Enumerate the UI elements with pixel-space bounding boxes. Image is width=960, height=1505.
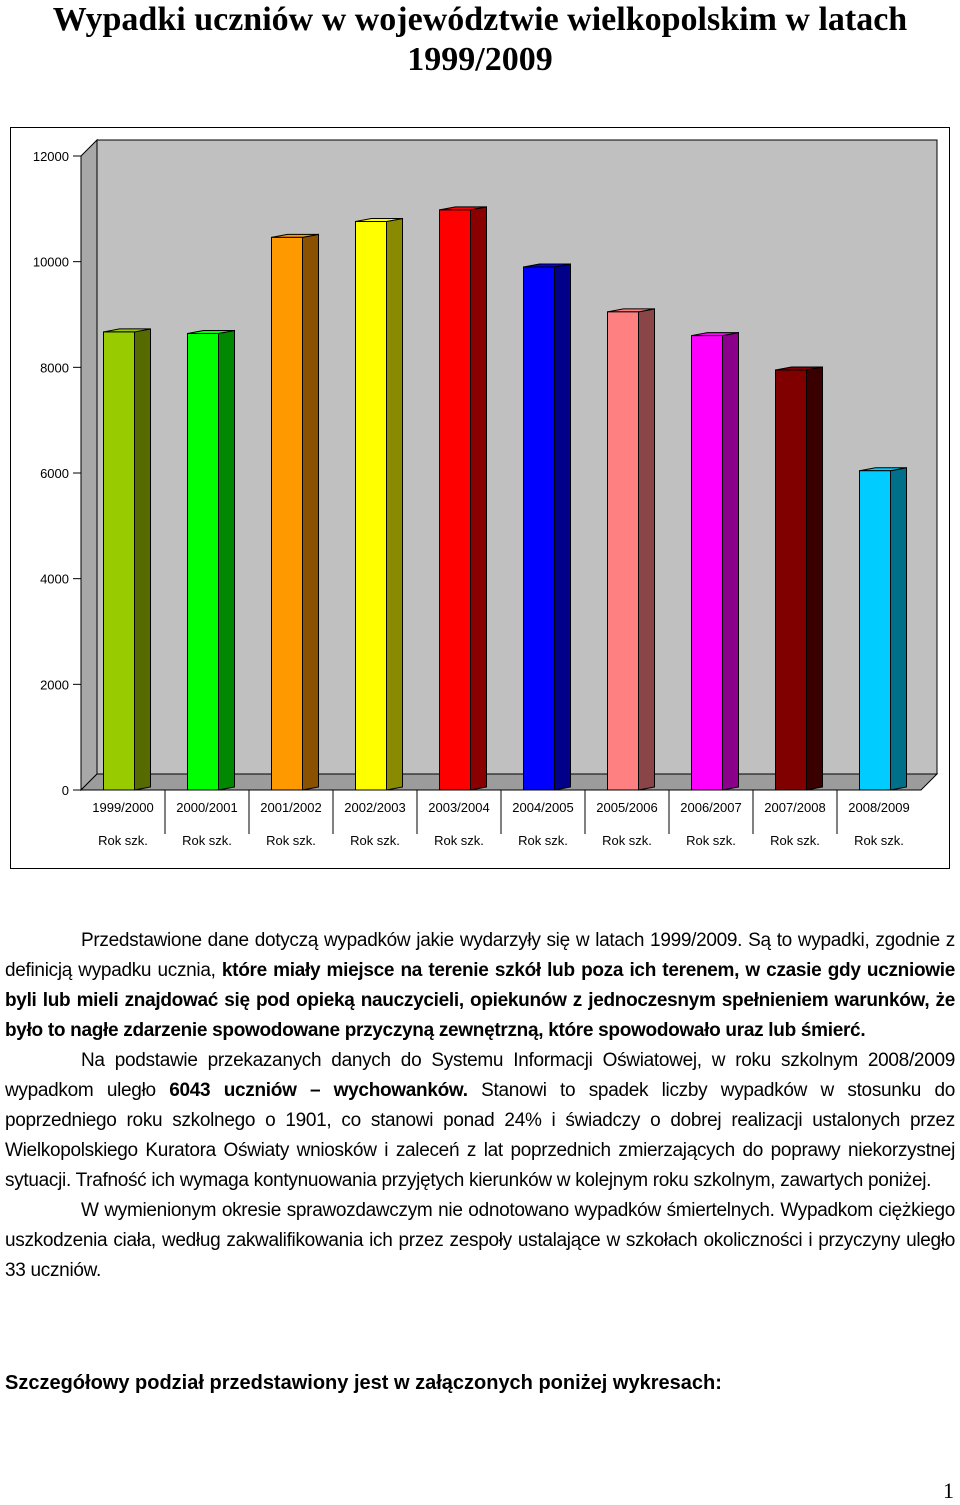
paragraph-statistics-bold: 6043 uczniów – wychowanków. xyxy=(169,1080,468,1101)
bar xyxy=(356,222,387,790)
bar-side xyxy=(135,329,151,790)
bar xyxy=(104,332,135,790)
paragraph-definition xyxy=(5,926,955,1046)
x-tick-sublabel: Rok szk. xyxy=(182,833,232,848)
x-tick-sublabel: Rok szk. xyxy=(770,833,820,848)
y-tick-label: 10000 xyxy=(32,254,69,270)
bar-side xyxy=(891,468,907,790)
chart-frame xyxy=(10,127,950,869)
title-line-2: 1999/2009 xyxy=(407,41,553,78)
x-tick-label: 2006/2007 xyxy=(680,800,742,815)
bar xyxy=(524,267,555,790)
body-text xyxy=(5,926,955,1286)
x-tick-sublabel: Rok szk. xyxy=(98,833,148,848)
bar-side xyxy=(555,264,571,790)
x-tick-label: 2001/2002 xyxy=(260,800,322,815)
chart-side-wall xyxy=(81,140,97,790)
bar-side xyxy=(387,219,403,790)
x-tick-sublabel: Rok szk. xyxy=(266,833,316,848)
bar-side xyxy=(471,207,487,790)
x-tick-sublabel: Rok szk. xyxy=(602,833,652,848)
paragraph-severity: W wymienionym okresie sprawozdawczym nie odnotowano wypadków śmiertelnych. Wypadkom ciężkiego uszkodzenia ciała, według zakwalifikowania ich przez zespoły ustalające w szkołach okoliczności i przyczyny uległo 33 uczniów. xyxy=(5,1200,955,1281)
title-line-1: Wypadki uczniów w województwie wielkopolskim w latach xyxy=(52,1,908,38)
bar xyxy=(272,237,303,790)
paragraph-statistics xyxy=(5,1046,955,1196)
paragraph-definition-bold: które miały miejsce na terenie szkół lub poza ich terenem, w czasie gdy uczniowie byli lub mieli znajdować się pod opieką nauczycieli, opiekunów z jednoczesnym spełnieniem warunków, że było to nagłe zdarzenie spowodowane przyczyną zewnętrzną, które spowodowało uraz lub śmierć. xyxy=(5,960,955,1041)
x-tick-label: 1999/2000 xyxy=(92,800,154,815)
paragraph-definition-intro: Przedstawione dane dotyczą wypadków jakie wydarzyły się w latach 1999/2009. Są to wypadki, zgodnie z definicją wypadku ucznia, xyxy=(5,930,955,981)
x-tick-label: 2008/2009 xyxy=(848,800,910,815)
x-tick-label: 2000/2001 xyxy=(176,800,238,815)
bar xyxy=(608,312,639,790)
bar xyxy=(776,370,807,790)
page-title xyxy=(0,0,960,80)
y-tick-label: 0 xyxy=(61,783,69,798)
accidents-bar-chart xyxy=(11,128,949,868)
bar xyxy=(692,336,723,790)
bar-side xyxy=(219,331,235,790)
bar xyxy=(188,334,219,790)
x-tick-label: 2005/2006 xyxy=(596,800,658,815)
x-tick-label: 2004/2005 xyxy=(512,800,574,815)
y-tick-label: 8000 xyxy=(40,360,69,376)
x-tick-sublabel: Rok szk. xyxy=(350,833,400,848)
bar-side xyxy=(723,333,739,790)
y-tick-label: 4000 xyxy=(40,571,69,587)
y-tick-label: 6000 xyxy=(40,466,69,481)
bar xyxy=(440,210,471,790)
x-tick-label: 2003/2004 xyxy=(428,800,490,815)
y-tick-label: 2000 xyxy=(40,677,69,693)
y-tick-label: 12000 xyxy=(32,149,69,164)
x-tick-sublabel: Rok szk. xyxy=(518,833,568,848)
x-tick-sublabel: Rok szk. xyxy=(854,833,904,848)
page-number: 1 xyxy=(943,1478,954,1503)
paragraph-statistics-intro: Na podstawie przekazanych danych do Systemu Informacji Oświatowej, w roku szkolnym 2008/2009 wypadkom uległo xyxy=(5,1050,955,1101)
bar-side xyxy=(303,234,319,790)
x-tick-sublabel: Rok szk. xyxy=(434,833,484,848)
summary-line: Szczegółowy podział przedstawiony jest w załączonych poniżej wykresach: xyxy=(5,1372,722,1394)
x-tick-label: 2002/2003 xyxy=(344,800,406,815)
paragraph-statistics-rest: Stanowi to spadek liczby wypadków w stosunku do poprzedniego roku szkolnego o 1901, co stanowi ponad 24% i świadczy o dobrej realizacji ustalonych przez Wielkopolskiego Kuratora Oświaty wniosków i zaleceń z lat poprzednich zmierzających do poprawy niekorzystnej sytuacji. Trafność ich wymaga kontynuowania przyjętych kierunków w kolejnym roku szkolnym, zawartych poniżej. xyxy=(5,1080,955,1191)
bar xyxy=(860,471,891,790)
x-tick-sublabel: Rok szk. xyxy=(686,833,736,848)
x-tick-label: 2007/2008 xyxy=(764,800,826,815)
bar-side xyxy=(807,367,823,790)
bar-side xyxy=(639,309,655,790)
